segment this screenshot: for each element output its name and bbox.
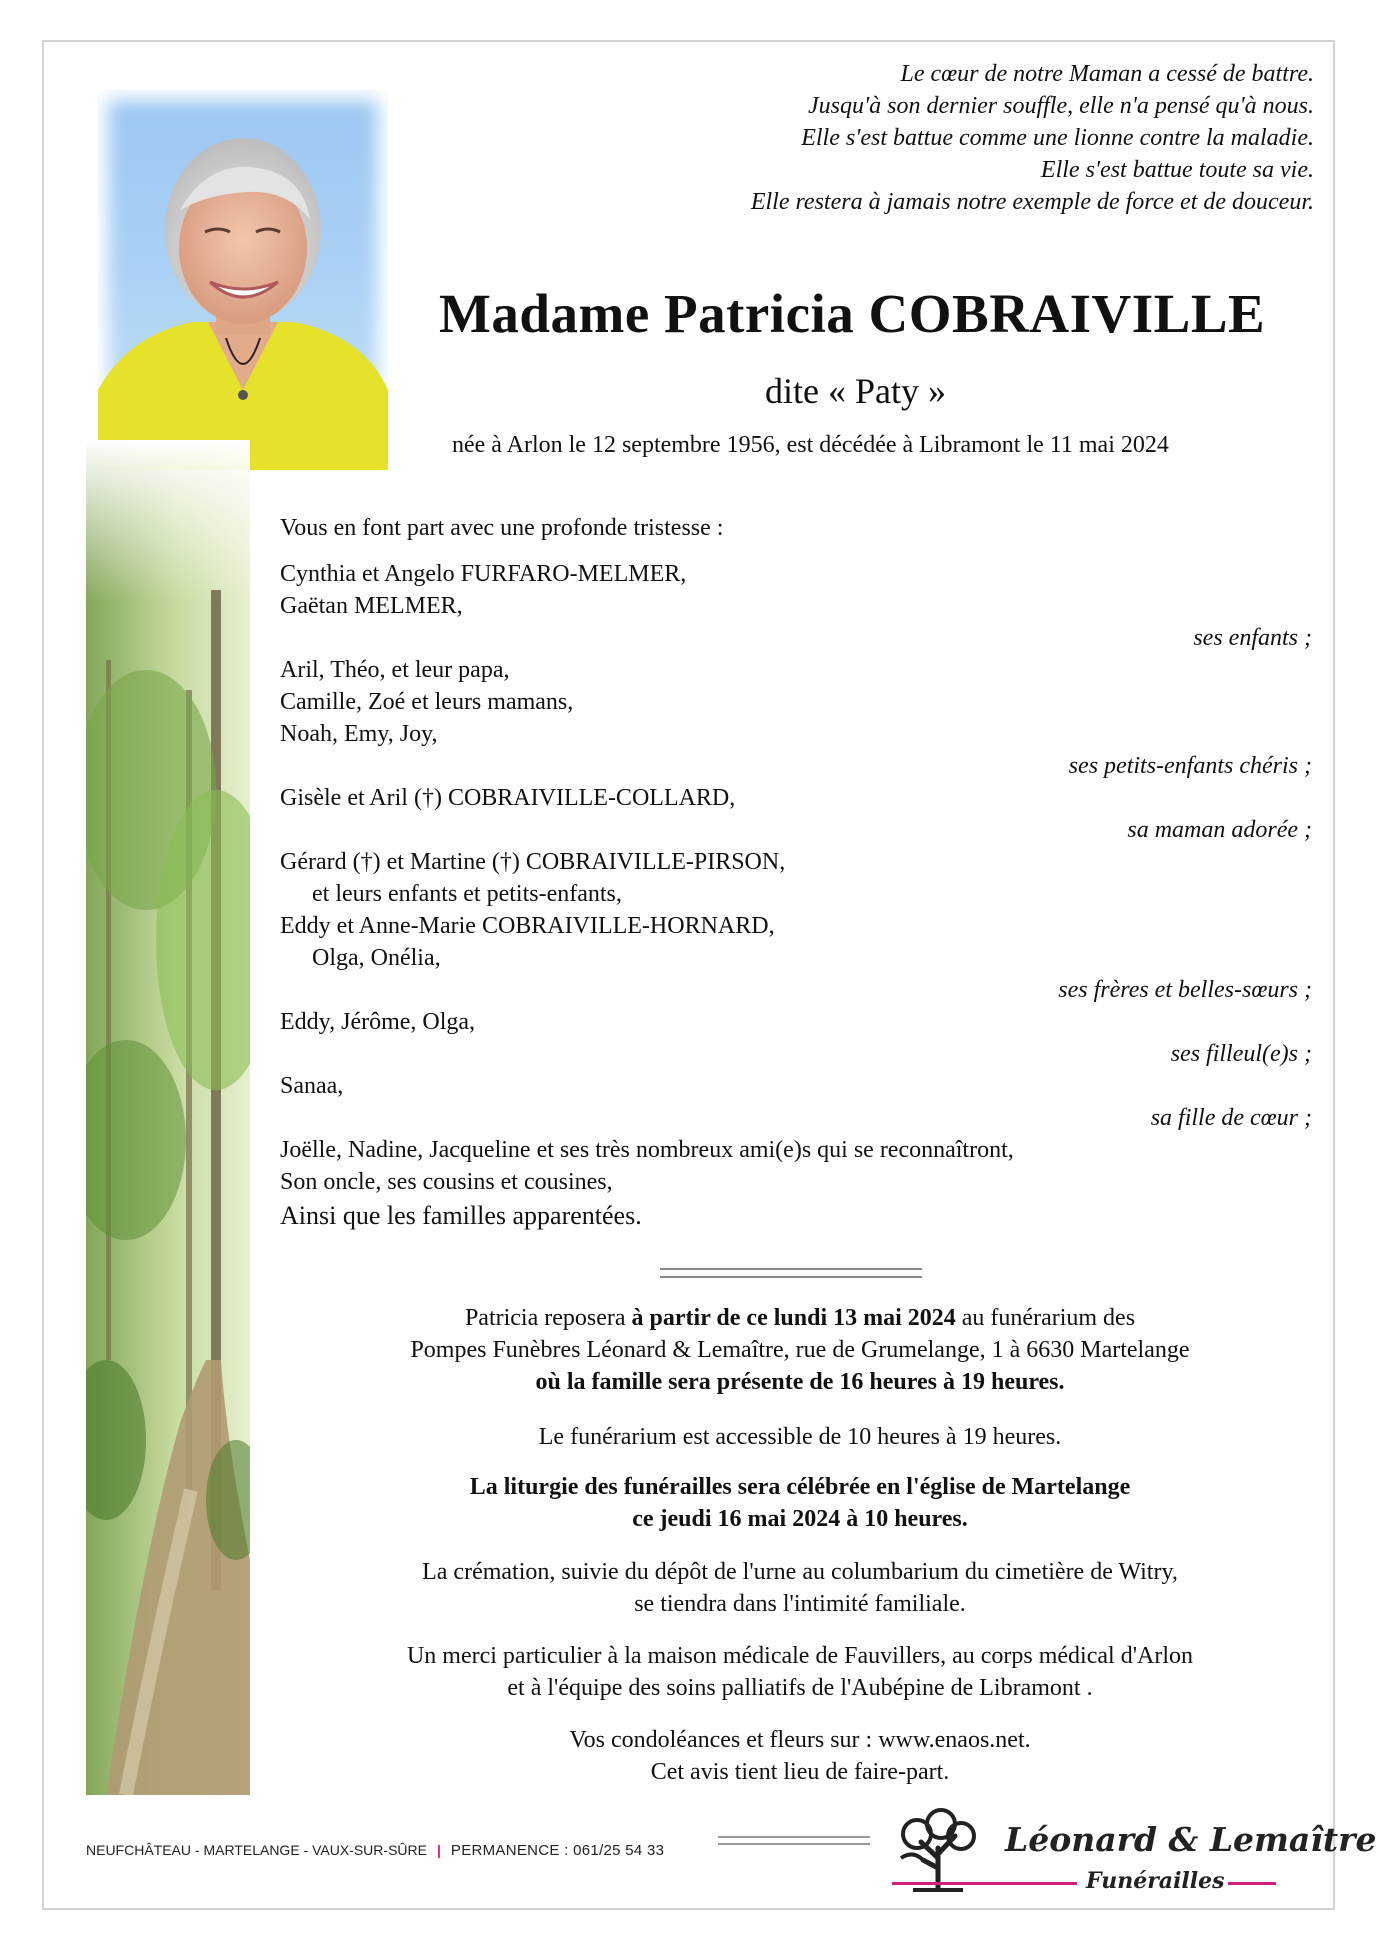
footer-contact bbox=[86, 1842, 664, 1859]
footer-rule bbox=[718, 1843, 870, 1845]
cremation-info bbox=[250, 1556, 1350, 1620]
liturgy-line: La liturgie des funérailles sera célébrée en l'église de Martelange bbox=[469, 1474, 1131, 1500]
condolences-line: Vos condoléances et fleurs sur : www.enaos.net. bbox=[569, 1727, 1031, 1753]
rest-address: Pompes Funèbres Léonard & Lemaître, rue de Grumelange, 1 à 6630 Martelange bbox=[410, 1337, 1190, 1363]
brand-name: Léonard & Lemaître bbox=[1005, 1820, 1377, 1859]
family-line: Ainsi que les familles apparentées. bbox=[280, 1201, 642, 1230]
poem-line: Elle s'est battue toute sa vie. bbox=[1040, 157, 1314, 183]
brand-accent-line bbox=[1228, 1882, 1276, 1885]
poem-line: Elle restera à jamais notre exemple de force et de douceur. bbox=[750, 189, 1314, 215]
footer-permanence: PERMANENCE : 061/25 54 33 bbox=[450, 1842, 665, 1859]
thanks-line: Un merci particulier à la maison médicale de Fauvillers, au corps médical d'Arlon bbox=[406, 1643, 1194, 1669]
family-line: Noah, Emy, Joy, bbox=[280, 721, 438, 747]
separator-line bbox=[660, 1276, 922, 1278]
footer-locations: NEUFCHÂTEAU - MARTELANGE - VAUX-SUR-SÛRE bbox=[86, 1842, 427, 1858]
poem-line: Jusqu'à son dernier souffle, elle n'a pensé qu'à nous. bbox=[807, 93, 1314, 119]
funerarium-info bbox=[250, 1302, 1350, 1398]
forest-illustration bbox=[86, 440, 250, 1795]
tree-logo-icon bbox=[893, 1808, 983, 1893]
relation-label: ses petits-enfants chéris ; bbox=[1068, 753, 1312, 779]
thanks-line: et à l'équipe des soins palliatifs de l'Aubépine de Libramont . bbox=[507, 1675, 1093, 1701]
family-line: Eddy et Anne-Marie COBRAIVILLE-HORNARD, bbox=[280, 913, 775, 939]
brand-accent-line bbox=[892, 1882, 1077, 1885]
family-line: Aril, Théo, et leur papa, bbox=[280, 657, 510, 683]
family-line: Camille, Zoé et leurs mamans, bbox=[280, 689, 574, 715]
rest-date: à partir de ce lundi 13 mai 2024 bbox=[631, 1305, 956, 1331]
rest-line bbox=[250, 1302, 1350, 1334]
family-line: Gisèle et Aril (†) COBRAIVILLE-COLLARD, bbox=[280, 785, 736, 811]
portrait-photo bbox=[98, 90, 388, 470]
cremation-line: se tiendra dans l'intimité familiale. bbox=[634, 1591, 966, 1617]
footer-rule bbox=[718, 1836, 870, 1838]
family-line: Joëlle, Nadine, Jacqueline et ses très nombreux ami(e)s qui se reconnaîtront, bbox=[280, 1137, 1014, 1163]
family-line: Olga, Onélia, bbox=[312, 945, 441, 971]
relation-label: ses enfants ; bbox=[1193, 625, 1312, 651]
cremation-line: La crémation, suivie du dépôt de l'urne au columbarium du cimetière de Witry, bbox=[422, 1559, 1178, 1585]
memorial-poem bbox=[751, 58, 1314, 218]
faire-part-line: Cet avis tient lieu de faire-part. bbox=[650, 1759, 950, 1785]
liturgy-info bbox=[250, 1471, 1350, 1535]
family-intro: Vous en font part avec une profonde tristesse : bbox=[280, 515, 724, 541]
thanks-info bbox=[250, 1640, 1350, 1704]
family-line: Eddy, Jérôme, Olga, bbox=[280, 1009, 476, 1035]
access-line: Le funérarium est accessible de 10 heures à 19 heures. bbox=[538, 1424, 1062, 1450]
brand-subtitle: Funérailles bbox=[1086, 1868, 1225, 1894]
separator-line bbox=[660, 1268, 922, 1270]
relation-label: ses filleul(e)s ; bbox=[1170, 1041, 1312, 1067]
relation-label: sa fille de cœur ; bbox=[1150, 1105, 1312, 1131]
poem-line: Le cœur de notre Maman a cessé de battre. bbox=[900, 61, 1314, 87]
family-line: Gaëtan MELMER, bbox=[280, 593, 463, 619]
family-line: et leurs enfants et petits-enfants, bbox=[312, 881, 622, 907]
forest-path-image bbox=[86, 440, 250, 1795]
portrait-illustration bbox=[98, 90, 388, 470]
deceased-nickname: dite « Paty » bbox=[765, 371, 946, 411]
family-line: Gérard (†) et Martine (†) COBRAIVILLE-PIRSON, bbox=[280, 849, 786, 875]
deceased-name: Madame Patricia COBRAIVILLE bbox=[439, 283, 1266, 344]
relation-label: ses frères et belles-sœurs ; bbox=[1058, 977, 1312, 1003]
relation-label: sa maman adorée ; bbox=[1127, 817, 1312, 843]
liturgy-date: ce jeudi 16 mai 2024 à 10 heures. bbox=[632, 1506, 968, 1532]
rest-family-presence: où la famille sera présente de 16 heures à 19 heures. bbox=[535, 1369, 1065, 1395]
rest-post: au funérarium des bbox=[955, 1305, 1136, 1331]
footer-separator: | bbox=[436, 1842, 441, 1858]
condolences-info bbox=[250, 1724, 1350, 1788]
family-line: Cynthia et Angelo FURFARO-MELMER, bbox=[280, 561, 687, 587]
rest-pre: Patricia reposera bbox=[464, 1305, 632, 1331]
access-info bbox=[250, 1421, 1350, 1453]
family-line: Son oncle, ses cousins et cousines, bbox=[280, 1169, 613, 1195]
birth-death-line: née à Arlon le 12 septembre 1956, est décédée à Libramont le 11 mai 2024 bbox=[452, 432, 1169, 458]
poem-line: Elle s'est battue comme une lionne contre la maladie. bbox=[801, 125, 1314, 151]
family-line: Sanaa, bbox=[280, 1073, 344, 1099]
